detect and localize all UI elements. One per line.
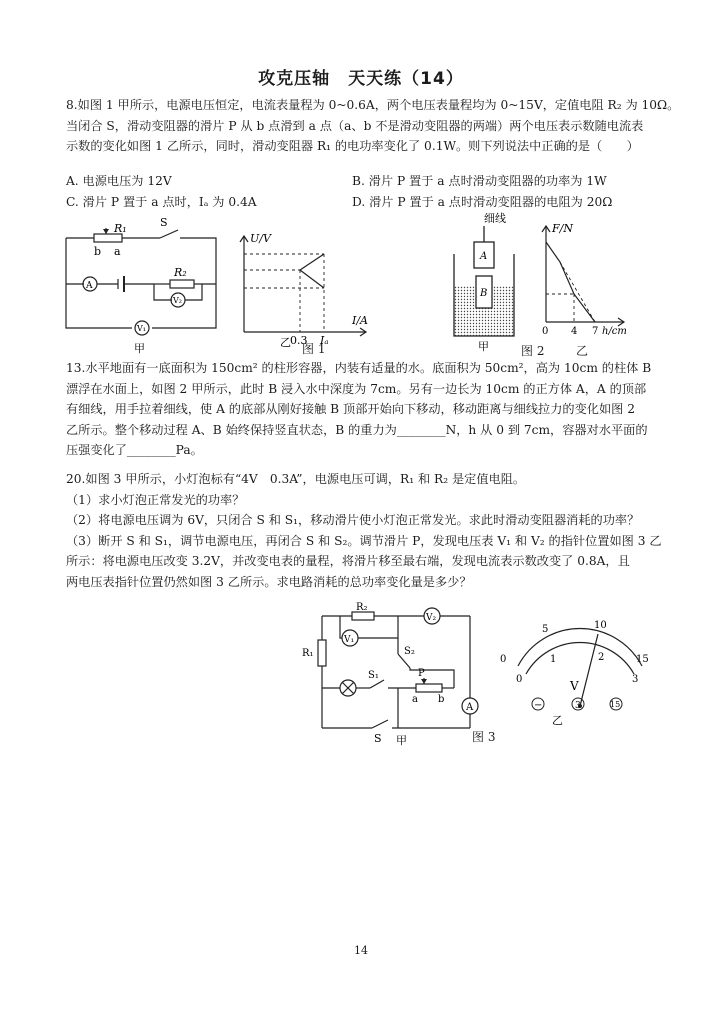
fig1-graph [238,232,378,350]
fig1-tick-ia: Iₐ [320,334,329,347]
fig3-voltmeter-dial [500,618,660,728]
fig1-a-label: a [114,245,121,258]
q20-text [66,469,662,592]
q8-line: 示数的变化如图 1 乙所示，同时，滑动变阻器 R₁ 的电功率变化了 0.1W。则下列说法中正确的是（ ） [66,139,639,153]
q8-option-d: D. 滑片 P 置于 a 点时滑动变阻器的电阻为 20Ω [352,195,613,209]
page-title: 攻克压轴 天天练（14） [258,69,464,89]
fig3-ammeter-label: A [466,702,474,713]
fig2-tick-0: 0 [542,326,549,337]
fig2-yi-label: 乙 [576,344,589,358]
dial-inner-3: 3 [632,674,639,685]
q8-line: 当闭合 S，滑动变阻器的滑片 P 从 b 点滑到 a 点（a、b 不是滑动变阻器的两端）两个电压表示数随电流表 [66,118,644,133]
fig3-v1-label: V₁ [344,635,355,645]
fig2-string-label: 细线 [484,212,506,225]
dial-outer-0: 0 [500,654,507,665]
fig3-r1-label: R₁ [302,648,314,659]
fig2-x-axis-label: h/cm [602,326,627,337]
fig2-y-axis-label: F/N [552,222,573,235]
q8-text [66,95,679,157]
fig3-s2-label: S₂ [404,646,415,657]
fig2-tick-4: 4 [571,326,578,337]
fig2-jia-label: 甲 [478,340,489,353]
fig3-p-label: P [418,668,425,679]
q8-option-b: B. 滑片 P 置于 a 点时滑动变阻器的功率为 1W [352,174,607,188]
fig3-r2-label: R₂ [356,602,368,613]
dial-outer-15: 15 [636,654,649,665]
dial-inner-1: 1 [550,654,557,665]
q13-text [66,358,651,461]
fig1-tick-03: 0.3 [290,334,308,347]
fig1-caption: 图 1 [302,342,326,356]
q20-line: 20.如图 3 甲所示，小灯泡标有“4V 0.3A”，电源电压可调，R₁ 和 R₂ 是定值电阻。 [66,472,526,486]
fig1-r1-label: R₁ [114,222,127,235]
dial-minus-terminal: − [534,700,543,711]
dial-inner-2: 2 [598,652,605,663]
fig3-caption: 图 3 [472,730,496,744]
fig3-a-label: a [412,694,418,705]
dial-unit-v: V [570,679,579,693]
fig3-yi-label: 乙 [552,714,563,727]
fig2-graph [540,222,650,342]
q13-line: 漂浮在水面上，如图 2 甲所示，此时 B 浸入水中深度为 7cm。另有一边长为 10cm 的正方体 A，A 的顶部 [66,381,647,396]
fig1-yi-label: 乙 [280,336,291,349]
q13-line: 乙所示。整个移动过程 A、B 始终保持竖直状态，B 的重力为________N，h 从 0 到 7cm，容器对水平面的 [66,422,648,437]
q13-line: 压强变化了________Pa。 [66,443,203,457]
dial-outer-10: 10 [594,620,607,631]
fig1-s-label: S [160,216,168,229]
dial-outer-5: 5 [542,624,549,635]
q20-line: （1）求小灯泡正常发光的功率？ [66,492,245,507]
fig3-jia-label: 甲 [396,734,407,747]
fig1-jia-label: 甲 [134,342,145,355]
fig3-circuit [300,602,496,752]
fig2-caption: 图 2 [521,344,545,358]
fig1-y-axis-label: U/V [250,232,271,245]
dial-terminal-15: 15 [610,700,621,709]
fig2-block-b: B [480,288,488,299]
fig2-container-diagram [448,214,528,354]
fig1-x-axis-label: I/A [352,314,368,327]
fig3-b-label: b [438,694,445,705]
q20-line: 所示：将电源电压改变 3.2V，并改变电表的量程，将滑片移至最右端，发现电流表示数改变了 0.8A，且 [66,554,630,568]
fig3-v2-label: V₂ [426,613,437,623]
fig1-ammeter-label: A [86,281,93,291]
fig1-circuit [62,216,232,358]
fig1-v2-label: V₂ [173,296,182,305]
q20-line: 两电压表指针位置仍然如图 3 乙所示。求电路消耗的总功率变化量是多少？ [66,574,472,589]
fig1-r2-label: R₂ [174,266,187,279]
fig1-b-label: b [94,245,102,258]
fig3-s1-label: S₁ [368,670,379,681]
q8-option-a: A. 电源电压为 12V [66,174,172,188]
dial-inner-0: 0 [516,674,523,685]
q8-line: 8.如图 1 甲所示，电源电压恒定，电流表量程为 0~0.6A，两个电压表量程均为 0~15V，定值电阻 R₂ 为 10Ω。 [66,98,680,112]
q8-option-c: C. 滑片 P 置于 a 点时，Iₐ 为 0.4A [66,195,257,209]
q20-line: （2）将电源电压调为 6V，只闭合 S 和 S₁，移动滑片使小灯泡正常发光。求此时滑动变阻器消耗的功率？ [66,513,640,527]
fig1-v1-label: V₁ [137,324,146,333]
fig2-tick-7: 7 [592,326,599,337]
fig3-s-label: S [374,732,382,745]
dial-terminal-3: 3 [575,701,581,711]
q13-line: 13.水平地面有一底面积为 150cm² 的柱形容器，内装有适量的水。底面积为 50cm²，高为 10cm 的柱体 B [66,361,652,375]
page-number: 14 [354,944,368,957]
q20-line: （3）断开 S 和 S₁，调节电源电压，再闭合 S 和 S₂。调节滑片 P，发现电压表 V₁ 和 V₂ 的指针位置如图 3 乙 [66,533,662,548]
fig2-block-a: A [480,251,488,262]
q13-line: 有细线，用手拉着细线，使 A 的底部从刚好接触 B 顶部开始向下移动，移动距离与细线拉力的变化如图 2 [66,402,635,416]
